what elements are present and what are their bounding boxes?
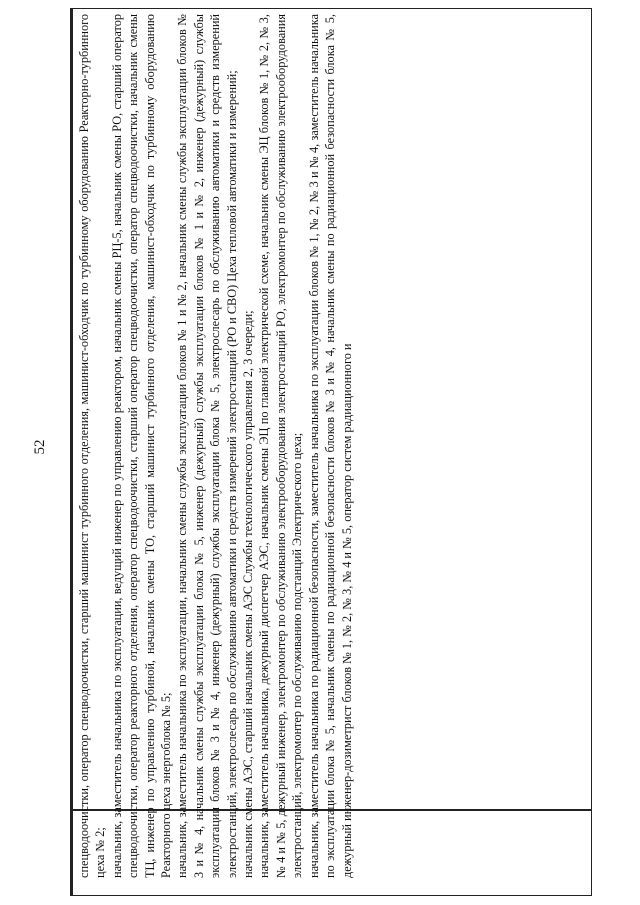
paragraph: начальник, заместитель начальника, дежурный диспетчер АЭС, начальник смены ЭЦ по главной электрической схеме, начальник смены ЭЦ блоков № 1, № 2, № 3, № 4 и № 5, дежурный инженер, электромонтер по обслуживанию электрооборудования электростанций РО, электромонтер по обслуживанию электрооборудования электростанций, электромонтер по обслуживанию подстанций Электрического цеха;	[257, 14, 305, 878]
table-cell-content	[76, 14, 584, 878]
paragraph: спецводоочистки, оператор спецводоочистки, старший машинист турбинного отделения, машинист-обходчик по турбинному оборудованию Реакторно-турбинного цеха № 2;	[77, 14, 108, 878]
cell-text	[76, 14, 355, 878]
paragraph: начальник, заместитель начальника по радиационной безопасности, заместитель начальника по эксплуатации блоков № 1, № 2, № 3 и № 4, заместитель начальника по эксплуатации блока № 5, начальник смены по радиационной безопасности блоков № 3 и № 4, начальник смены по радиационной безопасности блока № 5, дежурный инженер-дозиметрист блоков № 1, № 2, № 3, № 4 и № 5, оператор систем радиационного и	[306, 14, 354, 878]
paragraph: начальник, заместитель начальника по эксплуатации, ведущий инженер по управлению реактором, начальник смены РЦ-5, начальник смены РО, старший оператор спецводоочистки, оператор реакторного отделения, оператор спецводоочистки, старший оператор спецводоочистки, оператор спецводоочистки, начальник смены ТЦ, инженер по управлению турбиной, начальник смены ТО, старший машинист турбинного отделения, машинист-обходчик по турбинному оборудованию Реакторного цеха энергоблока № 5;	[109, 14, 174, 878]
table-column-divider	[71, 9, 73, 895]
paragraph: начальник смены АЭС, старший начальник смены АЭС Службы технологического управления 2, 3 очереди;	[241, 310, 256, 878]
page-number: 52	[32, 439, 48, 455]
paragraph: начальник, заместитель начальника по эксплуатации, начальник смены службы эксплуатации блоков № 1 и № 2, начальник смены службы эксплуатации блоков № 3 и № 4, начальник смены службы эксплуатации блока № 5, инженер (дежурный) службы эксплуатации блоков № 1 и № 2, инженер (дежурный) службы эксплуатации блоков № 3 и № 4, инженер (дежурный) службы эксплуатации блока № 5, электрослесарь по обслуживанию автоматики и средств измерений электростанций, электрослесарь по обслуживанию автоматики и средств измерений электростанций (РО и СВО) Цеха тепловой автоматики и измерений;	[175, 14, 239, 878]
